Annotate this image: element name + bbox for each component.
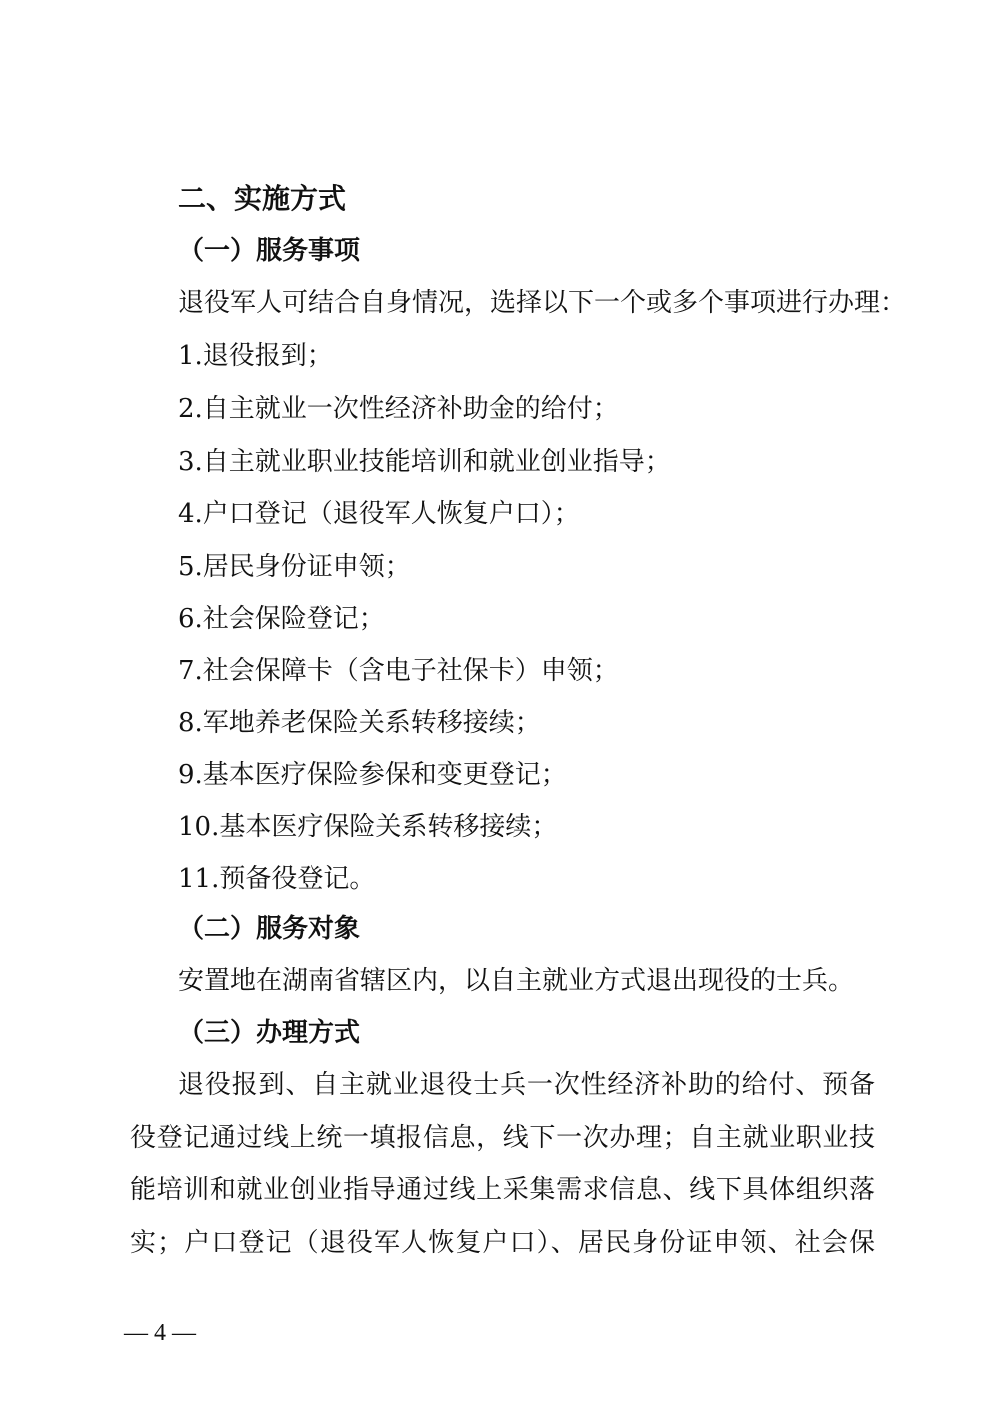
list-item: 10.基本医疗保险关系转移接续； [178, 812, 558, 842]
list-item: 9.基本医疗保险参保和变更登记； [178, 760, 567, 790]
list-item: 6.社会保险登记； [178, 604, 385, 634]
paragraph-line: 役登记通过线上统一填报信息，线下一次办理；自主就业职业技 [130, 1123, 875, 1153]
intro-paragraph: 退役军人可结合自身情况，选择以下一个或多个事项进行办理： [178, 288, 907, 318]
list-item: 8.军地养老保险关系转移接续； [178, 708, 541, 738]
page-number: — 4 — [124, 1320, 196, 1346]
list-item: 11.预备役登记。 [178, 864, 376, 894]
list-item: 3.自主就业职业技能培训和就业创业指导； [178, 447, 671, 477]
service-targets-paragraph: 安置地在湖南省辖区内，以自主就业方式退出现役的士兵。 [178, 966, 855, 996]
list-item: 2.自主就业一次性经济补助金的给付； [178, 394, 619, 424]
subsection-title-handling-method: （三）办理方式 [178, 1018, 361, 1048]
paragraph-line: 实；户口登记（退役军人恢复户口）、居民身份证申领、社会保 [130, 1228, 875, 1258]
subsection-title-service-items: （一）服务事项 [178, 236, 361, 266]
list-item: 4.户口登记（退役军人恢复户口）； [178, 499, 580, 529]
paragraph-line: 能培训和就业创业指导通过线上采集需求信息、线下具体组织落 [130, 1175, 875, 1205]
paragraph-line: 退役报到、自主就业退役士兵一次性经济补助的给付、预备 [178, 1070, 875, 1100]
section-title: 二、实施方式 [178, 182, 347, 215]
list-item: 5.居民身份证申领； [178, 552, 411, 582]
list-item: 1.退役报到； [178, 341, 333, 371]
subsection-title-service-targets: （二）服务对象 [178, 914, 361, 944]
list-item: 7.社会保障卡（含电子社保卡）申领； [178, 656, 619, 686]
